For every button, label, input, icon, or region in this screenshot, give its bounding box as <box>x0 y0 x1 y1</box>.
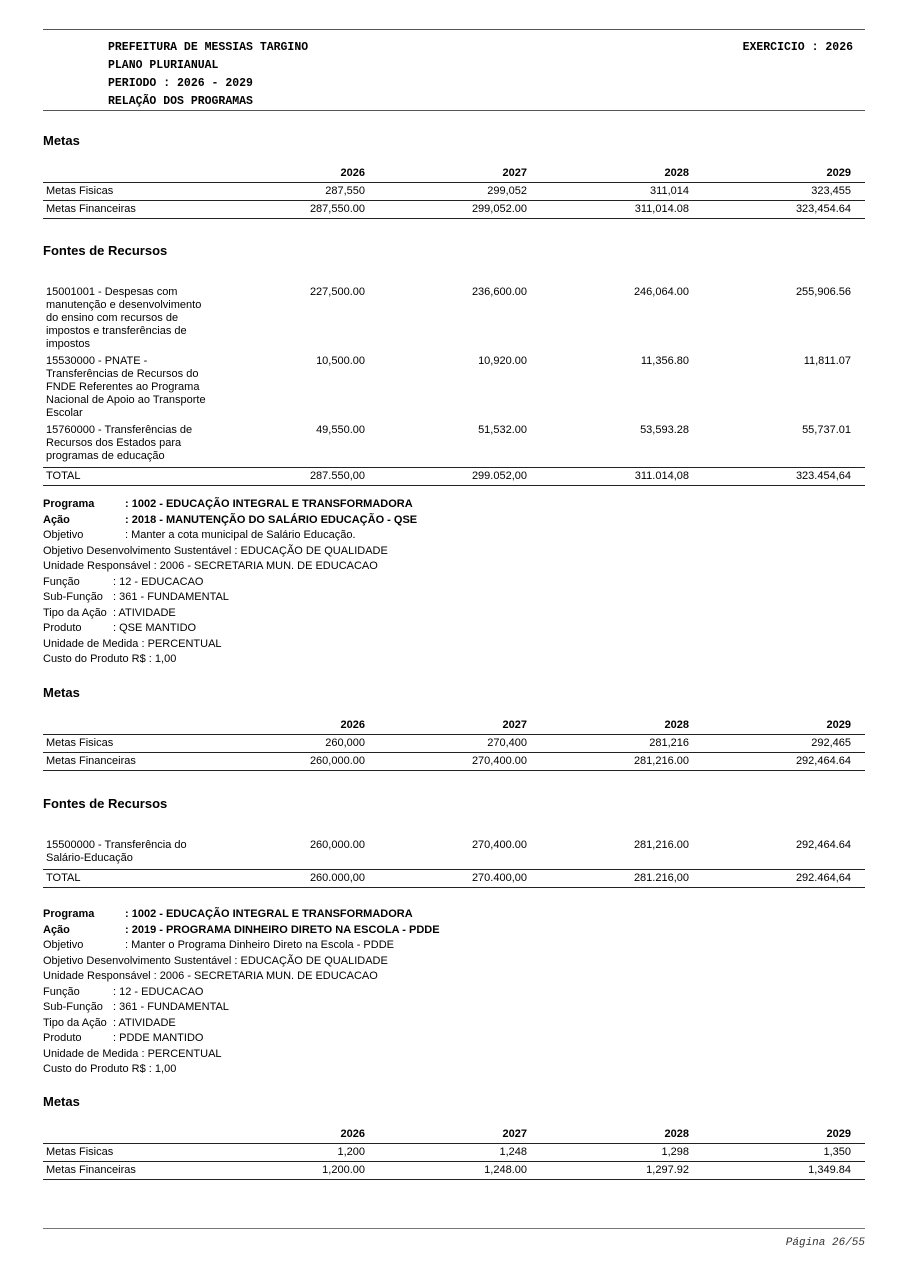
fonte-label: 15760000 - Transferências de Recursos dos Estados para programas de educação <box>46 424 193 462</box>
field-label: Ação <box>43 513 70 526</box>
field-label: Objetivo Desenvolvimento Sustentável : <box>43 954 241 967</box>
field-label: Tipo da Ação <box>43 606 107 619</box>
field-label: Programa <box>43 908 95 920</box>
year-header: 2027 <box>502 719 527 731</box>
value-cell: 281,216.00 <box>530 753 692 771</box>
table-row <box>43 424 865 468</box>
value-cell: 10,920.00 <box>478 355 527 367</box>
field-acao <box>43 923 865 939</box>
value-cell: 1,200.00 <box>288 1162 368 1180</box>
year-header: 2028 <box>664 719 689 731</box>
metas-section <box>43 1094 865 1180</box>
total-row <box>43 468 865 486</box>
value-cell: 323,455 <box>692 183 865 201</box>
field-value: : 12 - EDUCACAO <box>113 985 204 998</box>
programa-details <box>43 907 865 1078</box>
field-label: Programa <box>43 498 95 510</box>
value-cell: 1,200 <box>288 1144 368 1162</box>
field-label: Sub-Função <box>43 1001 103 1013</box>
page-number: Página 26/55 <box>785 1237 865 1249</box>
value-cell: 246,064.00 <box>633 286 689 298</box>
field-label: Unidade Responsável : <box>43 560 160 572</box>
value-cell: 10,500.00 <box>316 355 365 367</box>
table-row <box>43 753 865 771</box>
field-value: 1,00 <box>154 653 177 665</box>
row-label: Metas Financeiras <box>43 201 288 219</box>
field-label: Custo do Produto R$ : <box>43 1063 155 1075</box>
table-row <box>43 735 865 753</box>
section-title: Metas <box>43 133 80 148</box>
value-cell: 299,052 <box>368 183 530 201</box>
value-cell: 323,454.64 <box>692 201 865 219</box>
field-value: : ATIVIDADE <box>113 606 176 619</box>
value-cell: 11,356.80 <box>640 355 689 367</box>
field-objetivo <box>43 528 865 544</box>
field-subfuncao <box>43 590 865 606</box>
field-programa <box>43 497 865 513</box>
total-value: 311.014,08 <box>530 468 692 486</box>
total-row <box>43 870 865 888</box>
table-row <box>43 201 865 219</box>
value-cell: 53,593.28 <box>640 424 689 436</box>
total-value: 281.216,00 <box>530 870 692 888</box>
value-cell: 270,400.00 <box>368 753 530 771</box>
field-label: Unidade de Medida : <box>43 637 148 650</box>
fontes-table <box>43 286 865 486</box>
year-header: 2028 <box>664 1128 689 1140</box>
value-cell: 1,248 <box>368 1144 530 1162</box>
field-medida <box>43 1047 865 1063</box>
field-value: 2006 - SECRETARIA MUN. DE EDUCACAO <box>159 970 378 982</box>
row-label: Metas Financeiras <box>43 1162 288 1180</box>
field-value: : ATIVIDADE <box>113 1016 176 1029</box>
field-value: 1,00 <box>154 1063 177 1075</box>
field-label: Objetivo <box>43 939 84 951</box>
header-line: PREFEITURA DE MESSIAS TARGINO <box>108 41 309 54</box>
total-value: 270.400,00 <box>368 870 530 888</box>
field-label: Produto <box>43 1032 82 1044</box>
field-custo <box>43 1062 865 1078</box>
header-line: RELAÇÃO DOS PROGRAMAS <box>108 95 253 108</box>
fontes-section <box>43 796 865 888</box>
field-label: Produto <box>43 622 82 634</box>
field-funcao <box>43 575 865 591</box>
year-header: 2029 <box>826 1128 851 1140</box>
field-custo <box>43 652 865 668</box>
year-header: 2027 <box>502 1128 527 1140</box>
field-label: Função <box>43 575 80 588</box>
value-cell: 11,811.07 <box>803 355 851 367</box>
table-row <box>43 1162 865 1180</box>
field-label: Objetivo <box>43 529 84 541</box>
year-header: 2029 <box>826 167 851 179</box>
field-value: : QSE MANTIDO <box>113 622 197 634</box>
value-cell: 281,216.00 <box>633 839 689 851</box>
value-cell: 260,000 <box>288 735 368 753</box>
field-value: : Manter a cota municipal de Salário Educação. <box>125 529 356 541</box>
field-value: : 1002 - EDUCAÇÃO INTEGRAL E TRANSFORMADORA <box>125 498 413 510</box>
fonte-label: 15500000 - Transferência do Salário-Educação <box>46 839 187 864</box>
field-value: : PDDE MANTIDO <box>113 1032 204 1044</box>
table-row <box>43 1144 865 1162</box>
field-value: EDUCAÇÃO DE QUALIDADE <box>240 544 388 557</box>
value-cell: 287,550.00 <box>288 201 368 219</box>
field-tipo <box>43 606 865 622</box>
field-label: Custo do Produto R$ : <box>43 653 155 665</box>
field-label: Unidade Responsável : <box>43 970 160 982</box>
fontes-table <box>43 839 865 888</box>
year-header: 2026 <box>340 167 365 179</box>
field-label: Unidade de Medida : <box>43 1047 148 1060</box>
year-header: 2026 <box>340 719 365 731</box>
value-cell: 311,014 <box>530 183 692 201</box>
field-value: : Manter o Programa Dinheiro Direto na Escola - PDDE <box>125 939 394 951</box>
section-title: Metas <box>43 1094 80 1109</box>
metas-table <box>43 1125 865 1180</box>
value-cell: 49,550.00 <box>316 424 365 436</box>
header-line: PERIODO : 2026 - 2029 <box>108 77 253 90</box>
field-objetivo <box>43 938 865 954</box>
field-funcao <box>43 985 865 1001</box>
header-line: PLANO PLURIANUAL <box>108 59 219 72</box>
value-cell: 1,349.84 <box>692 1162 865 1180</box>
field-label: Função <box>43 985 80 998</box>
row-label: Metas Financeiras <box>43 753 288 771</box>
row-label: Metas Fisicas <box>43 735 288 753</box>
value-cell: 236,600.00 <box>471 286 527 298</box>
value-cell: 260,000.00 <box>288 753 368 771</box>
value-cell: 260,000.00 <box>309 839 365 851</box>
value-cell: 227,500.00 <box>309 286 365 298</box>
exercicio-label: EXERCICIO : 2026 <box>742 41 853 54</box>
value-cell: 1,248.00 <box>368 1162 530 1180</box>
table-row <box>43 355 865 424</box>
header-cell <box>43 164 288 183</box>
table-row <box>43 839 865 870</box>
metas-table <box>43 164 865 219</box>
table-row <box>43 286 865 355</box>
table-row <box>43 183 865 201</box>
fonte-name <box>43 424 288 468</box>
value-cell: 311,014.08 <box>530 201 692 219</box>
field-value: 2006 - SECRETARIA MUN. DE EDUCACAO <box>159 560 378 572</box>
field-value: PERCENTUAL <box>147 1047 222 1060</box>
field-label: Tipo da Ação <box>43 1016 107 1029</box>
value-cell: 292,464.64 <box>795 839 851 851</box>
total-label: TOTAL <box>43 870 288 888</box>
field-programa <box>43 907 865 923</box>
year-header: 2026 <box>340 1128 365 1140</box>
value-cell: 255,906.56 <box>795 286 851 298</box>
total-value: 323.454,64 <box>692 468 865 486</box>
field-value: : 361 - FUNDAMENTAL <box>113 591 229 603</box>
programa-details <box>43 497 865 668</box>
field-ods <box>43 544 865 560</box>
value-cell: 1,297.92 <box>530 1162 692 1180</box>
row-label: Metas Fisicas <box>43 183 288 201</box>
field-value: : 12 - EDUCACAO <box>113 575 204 588</box>
year-header: 2027 <box>502 167 527 179</box>
value-cell: 299,052.00 <box>368 201 530 219</box>
field-value: PERCENTUAL <box>147 637 222 650</box>
value-cell: 270,400 <box>368 735 530 753</box>
total-value: 260.000,00 <box>288 870 368 888</box>
field-unidade <box>43 559 865 575</box>
field-label: Ação <box>43 923 70 936</box>
section-title: Fontes de Recursos <box>43 796 168 811</box>
field-tipo <box>43 1016 865 1032</box>
value-cell: 287,550 <box>288 183 368 201</box>
field-value: : 1002 - EDUCAÇÃO INTEGRAL E TRANSFORMADORA <box>125 908 413 920</box>
value-cell: 292,464.64 <box>692 753 865 771</box>
section-title: Fontes de Recursos <box>43 243 168 258</box>
value-cell: 270,400.00 <box>471 839 527 851</box>
value-cell: 55,737.01 <box>802 424 851 436</box>
header-cell <box>43 1125 288 1144</box>
field-produto <box>43 1031 865 1047</box>
total-value: 299.052,00 <box>368 468 530 486</box>
field-label: Objetivo Desenvolvimento Sustentável : <box>43 544 241 557</box>
metas-section <box>43 685 865 771</box>
year-header: 2028 <box>664 167 689 179</box>
total-value: 287.550,00 <box>288 468 368 486</box>
field-value: EDUCAÇÃO DE QUALIDADE <box>240 954 388 967</box>
row-label: Metas Fisicas <box>43 1144 288 1162</box>
field-acao <box>43 513 865 529</box>
field-produto <box>43 621 865 637</box>
field-ods <box>43 954 865 970</box>
field-medida <box>43 637 865 653</box>
fonte-label: 15001001 - Despesas com manutenção e desenvolvimento do ensino com recursos de impostos e transferências de impostos <box>46 286 202 350</box>
fontes-section <box>43 243 865 486</box>
field-label: Sub-Função <box>43 591 103 603</box>
year-header: 2029 <box>826 719 851 731</box>
header-cell <box>43 716 288 735</box>
footer-rule <box>43 1228 865 1229</box>
field-value: : 2018 - MANUTENÇÃO DO SALÁRIO EDUCAÇÃO - QSE <box>125 513 418 526</box>
metas-table <box>43 716 865 771</box>
field-value: : 2019 - PROGRAMA DINHEIRO DIRETO NA ESCOLA - PDDE <box>125 923 440 936</box>
fonte-name <box>43 286 288 355</box>
value-cell: 281,216 <box>530 735 692 753</box>
value-cell: 292,465 <box>692 735 865 753</box>
value-cell: 1,298 <box>530 1144 692 1162</box>
total-label: TOTAL <box>43 468 288 486</box>
field-value: : 361 - FUNDAMENTAL <box>113 1001 229 1013</box>
report-header <box>43 29 865 111</box>
total-value: 292.464,64 <box>692 870 865 888</box>
fonte-name <box>43 355 288 424</box>
metas-section <box>43 133 865 219</box>
field-unidade <box>43 969 865 985</box>
value-cell: 51,532.00 <box>478 424 527 436</box>
field-subfuncao <box>43 1000 865 1016</box>
value-cell: 1,350 <box>692 1144 865 1162</box>
fonte-name <box>43 839 288 870</box>
fonte-label: 15530000 - PNATE - Transferências de Recursos do FNDE Referentes ao Programa Nacional de Apoio ao Transporte Escolar <box>46 355 206 419</box>
section-title: Metas <box>43 685 80 700</box>
